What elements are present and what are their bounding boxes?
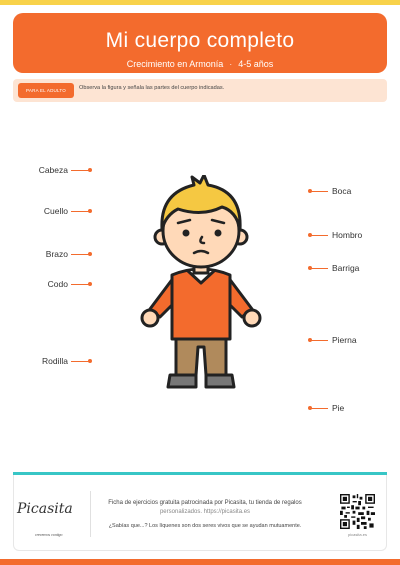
pointer-line-brazo: [71, 254, 89, 255]
instruction-text: Observa la figura y señala las partes del cuerpo indicadas.: [79, 85, 225, 91]
title-banner: [13, 13, 387, 73]
page-subtitle: [13, 59, 387, 69]
pointer-dot-brazo: [88, 252, 92, 256]
pointer-line-pierna: [310, 340, 328, 341]
sponsor-footer: [13, 475, 387, 551]
label-rodilla: Rodilla: [42, 356, 68, 366]
bottom-accent-strip: [0, 559, 400, 565]
footer-divider: [90, 491, 91, 537]
pointer-line-barriga: [310, 268, 328, 269]
sponsor-line-2: personalizados.: [159, 509, 202, 515]
label-boca: Boca: [332, 186, 352, 196]
qr-code-icon[interactable]: [340, 494, 375, 529]
label-hombro: Hombro: [332, 230, 363, 240]
label-barriga: Barriga: [332, 263, 360, 273]
logo-tagline: crecemos contigo: [35, 533, 63, 537]
pointer-dot-cuello: [88, 209, 92, 213]
pointer-line-codo: [71, 284, 89, 285]
label-codo: Codo: [47, 279, 68, 289]
label-brazo: Brazo: [45, 249, 68, 259]
pointer-line-boca: [310, 191, 328, 192]
instruction-bar: [13, 79, 387, 102]
sponsor-line: Ficha de ejercicios gratuita patrocinada por Picasita, tu tienda de regalos: [108, 500, 302, 506]
page-title: Mi cuerpo completo: [105, 29, 295, 52]
top-accent-strip: [0, 0, 400, 5]
pointer-dot-rodilla: [88, 359, 92, 363]
pointer-line-rodilla: [71, 361, 89, 362]
subtitle-separator: ·: [229, 59, 233, 69]
label-cuello: Cuello: [43, 206, 68, 216]
label-pie: Pie: [332, 403, 345, 413]
label-cabeza: Cabeza: [38, 165, 68, 175]
child-figure-illustration: [138, 175, 264, 395]
sponsor-text: [94, 499, 316, 517]
adult-badge: PARA EL ADULTO: [18, 83, 74, 98]
pointer-line-cuello: [71, 211, 89, 212]
pointer-line-cabeza: [71, 170, 89, 171]
pointer-dot-cabeza: [88, 168, 92, 172]
picasita-logo: Picasita: [17, 501, 73, 517]
pointer-line-pie: [310, 408, 328, 409]
sponsor-url-link[interactable]: https://picasita.es: [203, 509, 251, 515]
subtitle-age: 4-5 años: [238, 59, 274, 69]
pointer-dot-codo: [88, 282, 92, 286]
subtitle-program: Crecimiento en Armonía: [126, 59, 224, 69]
pointer-line-hombro: [310, 235, 328, 236]
qr-caption: picasita.es: [348, 532, 367, 537]
fun-fact-text: ¿Sabías que...? Los líquenes son dos seres vivos que se ayudan mutuamente.: [108, 523, 302, 529]
label-pierna: Pierna: [332, 335, 357, 345]
